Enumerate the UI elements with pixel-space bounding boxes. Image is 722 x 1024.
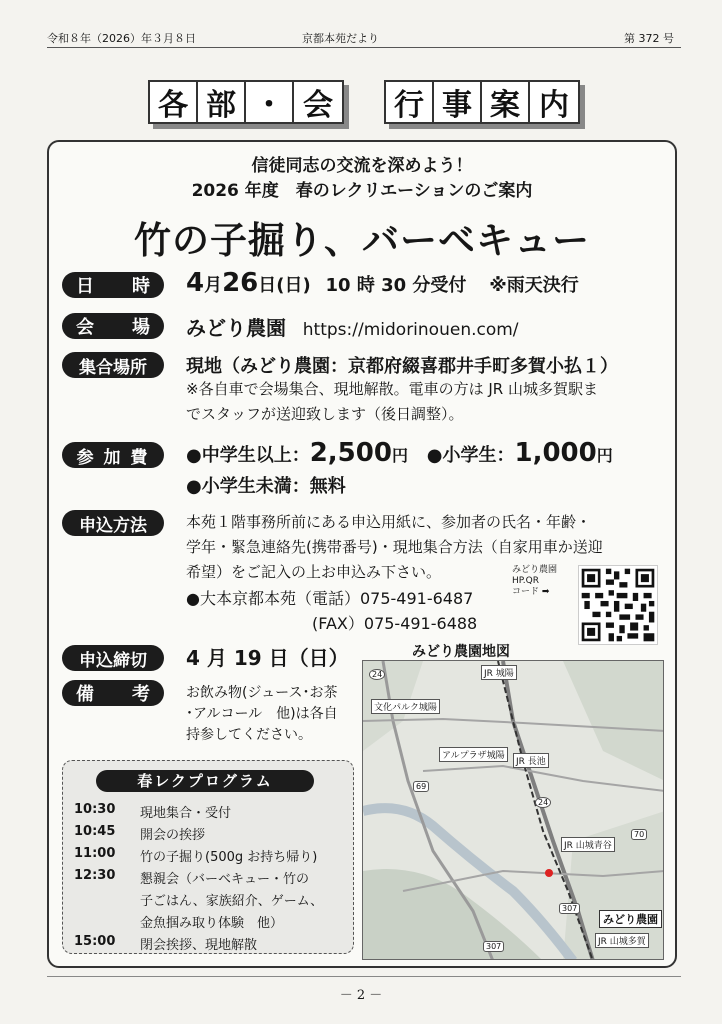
notes-line-1: お飲み物(ジュース･お茶: [186, 685, 338, 701]
route-badge: 70: [631, 829, 647, 840]
farm-marker: [545, 869, 553, 877]
program-desc: 竹の子掘り(500g お持ち帰り): [140, 850, 318, 865]
apply-fax: (FAX）075-491-6488: [312, 614, 478, 633]
datetime-value: [186, 268, 579, 298]
banner-char: 部: [198, 82, 246, 122]
qr-caption-line: みどり農園: [512, 565, 558, 575]
label-char: 会: [76, 317, 94, 338]
banner-char: 内: [539, 88, 569, 123]
map-label: 文化パルク城陽: [371, 699, 440, 714]
program-time: 12:30: [74, 868, 116, 883]
program-time: 10:30: [74, 802, 116, 817]
banner-char: 案: [482, 82, 530, 122]
banner-char: 会: [303, 88, 333, 123]
program-desc: 現地集合・受付: [140, 806, 232, 821]
publication-name: 京都本苑だより: [302, 32, 379, 45]
venue-value: [186, 312, 519, 341]
route-badge: 307: [483, 941, 504, 952]
label-deadline: 申込締切: [62, 645, 164, 671]
intro-line-1: 信徒同志の交流を深めよう！: [251, 156, 473, 176]
fee-child-price: 1,000: [514, 438, 597, 468]
event-day: 26: [222, 268, 259, 298]
month-unit: 月: [204, 275, 223, 296]
fee-adult-price: 2,500: [309, 438, 392, 468]
program-desc: 子ごはん、家族紹介、ゲーム、: [140, 894, 324, 909]
notes-line-3: 持参してください。: [186, 727, 312, 743]
page-number: － 2 －: [339, 988, 383, 1003]
label-venue: [62, 313, 164, 339]
apply-line-2: 学年・緊急連絡先(携帯番号)・現地集合方法（自家用車か送迎: [186, 538, 603, 556]
event-weekday: (日): [276, 275, 311, 296]
route-badge: 24: [535, 797, 551, 808]
program-time: 11:00: [74, 846, 116, 861]
qr-caption-line: HP.QR: [512, 576, 539, 586]
label-datetime: [62, 272, 164, 298]
fee-child-label: ●小学生：: [426, 445, 515, 466]
header-divider: [47, 47, 681, 48]
banner-group-1: [148, 80, 344, 124]
notes-line-2: ･アルコール 他)は各自: [186, 706, 338, 722]
issue-number: 第 372 号: [624, 32, 674, 45]
label-char: 備: [76, 684, 94, 705]
map-label: アルプラザ城陽: [439, 747, 508, 762]
route-badge: 307: [559, 903, 580, 914]
program-title: 春レクプログラム: [96, 770, 314, 792]
banner-group-2: [384, 80, 580, 124]
qr-caption-line: コード ➡: [512, 587, 550, 597]
fee-adult-label: ●中学生以上：: [186, 445, 310, 466]
banner-char: 行: [386, 82, 434, 122]
label-char: 時: [132, 276, 150, 297]
label-fee: 参 加 費: [62, 442, 164, 468]
fee-unit: 円: [596, 446, 613, 465]
label-meeting: 集合場所: [62, 352, 164, 378]
issue-date: 令和８年（2026）年３月８日: [47, 32, 196, 45]
apply-line-1: 本苑１階事務所前にある申込用紙に、参加者の氏名・年齢・: [186, 513, 592, 531]
program-desc: 閉会挨拶、現地解散: [140, 938, 258, 953]
label-apply: 申込方法: [62, 510, 164, 536]
label-char: 考: [132, 684, 150, 705]
intro-line-2: 2026 年度 春のレクリエーションのご案内: [191, 181, 533, 201]
weather-note: ※雨天決行: [489, 275, 579, 296]
map-label: みどり農園: [599, 910, 662, 928]
banner-char: 事: [434, 82, 482, 122]
footer-divider: [47, 976, 681, 977]
banner-char: ・: [246, 82, 294, 122]
apply-line-3: 希望）をご記入の上お申込み下さい。: [186, 563, 442, 581]
program-desc: 開会の挨拶: [140, 828, 206, 843]
map-label: JR 城陽: [481, 665, 517, 680]
label-char: 日: [76, 276, 94, 297]
route-badge: 24: [369, 669, 385, 680]
apply-phone: ●大本京都本苑（電話）075-491-6487: [186, 589, 474, 608]
route-badge: 69: [413, 781, 429, 792]
map-label: JR 山城青谷: [561, 837, 615, 852]
label-char: 場: [132, 317, 150, 338]
deadline-value: 4 月 19 日（日）: [186, 646, 349, 670]
program-time: 15:00: [74, 934, 116, 949]
program-desc: 金魚掴み取り体験 他）: [140, 916, 284, 931]
fee-infant: ●小学生未満：無料: [186, 476, 346, 497]
qr-caption: [512, 565, 557, 598]
banner-char: 各: [150, 82, 198, 122]
fee-value: [186, 438, 613, 468]
qr-code-icon[interactable]: [578, 565, 658, 645]
event-month: 4: [186, 268, 205, 298]
meeting-line-1: [186, 352, 618, 378]
meeting-line-3: でスタッフが送迎致します（後日調整）。: [186, 405, 464, 423]
venue-name: みどり農園: [186, 316, 286, 340]
day-unit: 日: [258, 275, 277, 296]
map-label: JR 山城多賀: [595, 933, 649, 948]
map-label: JR 長池: [513, 753, 549, 768]
meeting-address: 現地（みどり農園：京都府綴喜郡井手町多賀小払１）: [186, 356, 618, 377]
label-notes: [62, 680, 164, 706]
program-desc: 懇親会（バーベキュー・竹の: [140, 872, 310, 887]
map-title: みどり農園地図: [412, 644, 510, 660]
event-title: 竹の子掘り、バーベキュー: [134, 219, 590, 262]
reception-time: 10 時 30 分受付: [325, 275, 467, 296]
meeting-line-2: ※各自車で会場集合、現地解散。電車の方は JR 山城多賀駅ま: [186, 380, 598, 398]
fee-unit: 円: [391, 446, 408, 465]
map-image[interactable]: [362, 660, 664, 960]
venue-url[interactable]: https://midorinouen.com/: [302, 320, 519, 340]
program-time: 10:45: [74, 824, 116, 839]
